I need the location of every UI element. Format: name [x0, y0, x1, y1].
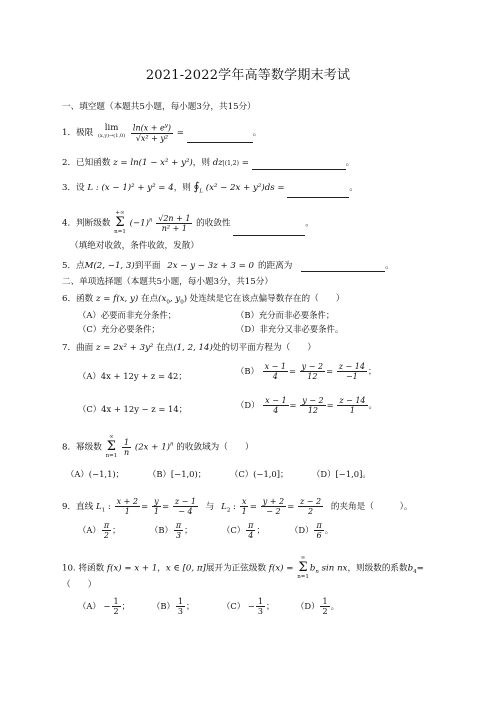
- q9-b-den: 3: [175, 531, 182, 540]
- q7-option-d[interactable]: （D） $\frac{x - 1}{4}$ = $\frac{y - 2}{12}$ = $\frac{z - 14}{1}$ 。: [236, 396, 377, 415]
- q9-d-den: 6: [316, 531, 322, 540]
- q7-option-a[interactable]: （A）4x + 12y + z = 42；: [78, 371, 187, 381]
- q4-hint: （填绝对收敛，条件收敛，发散）: [70, 241, 199, 251]
- q9-d-end: 。: [324, 525, 334, 535]
- q10-stem-c: 展开为正弦级数: [205, 563, 267, 574]
- q2-text-b: ，则: [192, 158, 210, 168]
- q9-l1-n2: y: [154, 497, 159, 506]
- question-2: [62, 157, 354, 170]
- question-6: [62, 293, 345, 309]
- q5-end: 。: [385, 261, 394, 271]
- q3-text-b: ，则: [173, 183, 191, 193]
- q2-answer-blank[interactable]: [252, 159, 346, 170]
- q10-domain: x ∈ [0, π]: [165, 563, 206, 574]
- q6-point-mid: , y: [169, 294, 181, 304]
- q5-point: M(2, −1, 3): [84, 261, 135, 271]
- q1-limit: [98, 124, 125, 140]
- q4-factor: (−1): [129, 218, 149, 229]
- q10-b-label: （B）: [152, 601, 175, 611]
- q8-coef-num: 1: [124, 437, 130, 447]
- q10-option-a[interactable]: [78, 597, 130, 616]
- q9-b-label: （B）: [150, 525, 173, 535]
- question-8: [62, 434, 254, 460]
- q9-l2-d3: 2: [308, 507, 314, 516]
- q2-eq: =: [241, 158, 249, 168]
- q9-l2-sub: 2: [226, 507, 231, 514]
- q3-eq: =: [277, 183, 285, 193]
- q1-lim-sub: (x,y)→(1,0): [97, 133, 126, 140]
- q7-d-d3: 1: [349, 406, 355, 415]
- q4-text-b: 的收敛性: [196, 218, 231, 229]
- q9-l2-d2: − 2: [266, 507, 281, 516]
- q10-a-label: （A）: [78, 601, 101, 611]
- q10-series-tail: sin nx: [321, 563, 348, 574]
- question-1: [62, 122, 261, 143]
- q7-d-end: 。: [368, 400, 377, 410]
- q6-stem-a: 6．函数: [62, 294, 94, 304]
- q9-stem-b: 的夹角是（ ）。: [330, 502, 413, 512]
- q7-b-label: （B）: [236, 366, 259, 376]
- q5-text-c: 的距离为: [258, 261, 293, 271]
- q9-option-d[interactable]: [290, 521, 333, 540]
- q9-l2: L: [221, 502, 227, 512]
- q3-integrand: (x² − 2x + y²)ds: [205, 183, 275, 193]
- q10-stem-d: ，则级数的系数: [347, 563, 408, 574]
- q10-d-label: （D）: [296, 601, 320, 611]
- q7-b-n3: z − 14: [338, 362, 365, 371]
- q7-point: (1, 2, 14): [173, 343, 213, 353]
- q4-denominator: n² + 1: [161, 223, 187, 233]
- q8-stem-a: 8．幂级数: [62, 442, 102, 453]
- q2-end: 。: [345, 158, 355, 168]
- q9-a-label: （A）: [78, 525, 101, 535]
- q10-d-end: 。: [330, 601, 339, 611]
- q3-end: 。: [349, 183, 358, 193]
- q8-sum-top: ∞: [109, 434, 114, 440]
- q9-l2-n2: y + 2: [262, 497, 285, 506]
- q10-a-den: 2: [113, 607, 119, 616]
- q3-int-sub: L: [199, 188, 204, 195]
- q10-a-end: ；: [121, 601, 130, 611]
- q7-b-n1: x − 1: [264, 362, 286, 371]
- q10-d-den: 2: [322, 607, 328, 616]
- q8-term-sup: n: [170, 441, 174, 448]
- q10-eq: =: [416, 563, 424, 574]
- q8-option-b[interactable]: （B）[−1,0)；: [148, 469, 207, 479]
- q10-sum: ∞ Σ n=1: [297, 555, 309, 580]
- q9-l1-sub: 1: [101, 507, 106, 514]
- q10-c-end: ；: [265, 601, 275, 611]
- q10-b-end: ；: [186, 601, 195, 611]
- q9-l2-d1: 1: [241, 507, 247, 516]
- q9-c-num: π: [248, 521, 254, 530]
- q10-b-num: 1: [177, 597, 183, 606]
- q3-text-a: 3．设: [62, 183, 85, 193]
- q9-d-label: （D）: [290, 525, 314, 535]
- q6-option-a[interactable]: （A）必要而非充分条件；: [78, 310, 177, 320]
- q6-point-sub0: 0: [166, 299, 170, 306]
- question-7: [62, 342, 316, 354]
- q4-factor-sup: n: [148, 217, 153, 224]
- q6-option-c[interactable]: （C）充分必要条件；: [78, 324, 160, 334]
- q10-series-sub: n: [315, 569, 319, 576]
- q1-label: 1．极限: [62, 127, 94, 138]
- q9-l2-n1: x: [241, 497, 247, 506]
- q4-sum-bottom: n=1: [114, 229, 126, 235]
- q1-num-sup: y: [164, 123, 168, 129]
- q9-c-label: （C）: [222, 525, 246, 535]
- q10-sum-top: ∞: [300, 555, 306, 561]
- section-heading-fill-in: 一、填空题（本题共5小题，每小题3分，共15分）: [62, 102, 256, 112]
- q8-sum-bottom: n=1: [105, 453, 118, 459]
- question-9: 9．直线 $L_1$ : $\frac{x + 2}{1}$ = $\frac{y}{1}$ = $\frac{z - 1}{- 4}$ 与 $L_2$ : $\frac{x}{1}$ = $\frac{y + 2}{- 2}$ = $\frac{z - 2}{2}$ 的夹角是（ ）。: [62, 497, 413, 516]
- q7-b-n2: y − 2: [301, 362, 324, 371]
- q1-eq: =: [176, 127, 184, 138]
- q10-c-sign: −: [247, 601, 255, 611]
- q9-option-c[interactable]: [222, 521, 265, 540]
- q9-l1: L: [95, 502, 102, 512]
- q9-l1-n3: z − 1: [174, 497, 197, 506]
- question-4: [62, 210, 314, 236]
- q2-expr: z = ln(1 − x² + y²): [113, 158, 193, 168]
- q4-numerator: √2n + 1: [158, 213, 191, 223]
- q9-d-num: π: [316, 521, 322, 530]
- q7-b-d1: 4: [272, 372, 278, 381]
- q4-fraction: [156, 214, 192, 233]
- q5-answer-blank[interactable]: [301, 261, 385, 272]
- q7-d-n3: z − 14: [339, 396, 366, 405]
- q6-option-d[interactable]: （D）非充分又非必要条件。: [236, 324, 344, 334]
- q4-text-a: 4．判断级数: [62, 218, 111, 229]
- q10-series: f(x) =: [268, 563, 294, 574]
- q9-stem-a: 9．直线: [62, 502, 94, 512]
- q7-d-d2: 12: [307, 406, 319, 415]
- q7-stem-a: 7．曲面: [62, 343, 94, 353]
- q8-option-a[interactable]: （A）(−1,1)；: [66, 469, 125, 479]
- q8-term: (2x + 1): [134, 442, 171, 453]
- q3-integral-sign: ∮: [193, 180, 200, 193]
- q8-stem-b: 的收敛域为（ ）: [176, 442, 254, 453]
- q10-a-sign: −: [103, 601, 111, 611]
- q9-option-a[interactable]: [78, 521, 120, 540]
- q10-option-c[interactable]: [222, 597, 274, 616]
- q1-denominator: √x² + y²: [135, 133, 169, 143]
- q7-stem-b: 在点: [156, 343, 174, 353]
- q10-sum-bottom: n=1: [297, 574, 309, 580]
- q6-point-end: ): [183, 294, 188, 304]
- q7-b-end: ；: [367, 366, 377, 376]
- q1-answer-blank[interactable]: [187, 132, 253, 143]
- q6-option-b[interactable]: （B）充分而非必要条件；: [236, 310, 335, 320]
- q10-b-den: 3: [177, 607, 183, 616]
- q6-stem-c: 处连续是它在该点偏导数存在的（ ）: [189, 294, 345, 304]
- q10-stem-b: ，: [157, 563, 166, 574]
- q5-text-b: 到平面: [134, 261, 161, 271]
- q7-b-d3: −1: [345, 372, 358, 381]
- q10-coef: b: [407, 563, 414, 574]
- q9-l1-d1: 1: [124, 507, 130, 516]
- q7-option-c[interactable]: （C）4x + 12y − z = 14；: [78, 404, 188, 414]
- q10-func: f(x) = x + 1: [106, 563, 158, 574]
- q7-option-b[interactable]: （B） $\frac{x - 1}{4}$ = $\frac{y - 2}{12}$ = $\frac{z - 14}{-1}$ ；: [236, 362, 377, 381]
- q9-option-b[interactable]: [150, 521, 193, 540]
- q2-at: |(1,2): [222, 160, 239, 167]
- q2-dz: dz: [212, 158, 223, 168]
- q1-numerator: ln(x + e: [132, 123, 165, 133]
- q1-end: 。: [252, 127, 262, 138]
- q10-a-num: 1: [113, 597, 119, 606]
- q9-l1-d2: 1: [153, 507, 159, 516]
- q9-b-num: π: [175, 521, 182, 530]
- q9-with: 与: [205, 502, 215, 512]
- q10-coef-sub: 4: [413, 569, 417, 576]
- q6-point: (x: [158, 294, 167, 304]
- q8-option-c[interactable]: （C）(−1,0]；: [230, 469, 289, 479]
- q10-d-num: 1: [322, 597, 328, 606]
- q7-d-n1: x − 1: [265, 396, 287, 405]
- q8-coef-den: n: [123, 447, 130, 457]
- question-10: [62, 555, 424, 581]
- q5-plane: 2x − y − 3z + 3 = 0: [167, 261, 254, 271]
- q7-b-d2: 12: [307, 372, 318, 381]
- q9-l2-n3: z − 2: [300, 497, 322, 506]
- q7-surface: z = 2x² + 3y²: [95, 343, 154, 353]
- q7-d-d1: 4: [273, 406, 279, 415]
- q6-point-sub1: 0: [180, 299, 184, 306]
- q9-a-den: 2: [103, 531, 109, 540]
- q2-text-a: 2．已知函数: [62, 158, 111, 168]
- q6-func: z = f(x, y): [95, 294, 139, 304]
- q9-l1-d3: − 4: [178, 507, 193, 516]
- q10-option-b[interactable]: [152, 597, 194, 616]
- page-title: 2021-2022学年高等数学期末考试: [145, 68, 351, 83]
- q9-a-num: π: [103, 521, 110, 530]
- q8-sum: ∞ Σ n=1: [105, 434, 118, 459]
- q9-l1-n1: x + 2: [116, 497, 138, 506]
- q5-text-a: 5．点: [62, 261, 85, 271]
- q7-d-n2: y − 2: [302, 396, 324, 405]
- q1-lim-text: lim: [104, 123, 119, 134]
- q9-b-end: ；: [184, 525, 193, 535]
- q4-sum: +∞ Σ n=1: [114, 210, 126, 235]
- q10-c-num: 1: [257, 597, 263, 606]
- q9-c-den: 4: [248, 531, 254, 540]
- q3-expr: L : (x − 1)² + y² = 4: [87, 183, 174, 193]
- q10-c-label: （C）: [222, 601, 246, 611]
- q6-stem-b: 在点: [140, 294, 159, 304]
- q10-option-d[interactable]: [296, 597, 339, 616]
- q10-paren: （ ）: [62, 580, 97, 590]
- q4-sum-top: +∞: [115, 210, 125, 216]
- question-3: [62, 181, 358, 198]
- q1-fraction: $\frac{\ln(x + e^y)}{\text{√x² + y²}}$: [132, 123, 172, 143]
- q10-c-den: 3: [257, 607, 263, 616]
- q7-stem-c: 处的切平面方程为（ ）: [212, 343, 316, 353]
- q4-end: 。: [305, 218, 314, 229]
- q9-c-end: ；: [256, 525, 265, 535]
- q10-series-term: b: [309, 563, 316, 574]
- q9-a-end: ；: [112, 525, 121, 535]
- q3-answer-blank[interactable]: [287, 187, 349, 198]
- q10-stem-a: 10. 将函数: [62, 563, 105, 574]
- q7-d-label: （D）: [236, 400, 260, 410]
- q4-answer-blank[interactable]: [233, 225, 305, 236]
- section-heading-multiple-choice: 二、单项选择题（本题共5小题，每小题3分，共15分）: [62, 277, 273, 287]
- question-5: [62, 260, 394, 272]
- q8-option-d[interactable]: （D）[−1,0]。: [312, 469, 371, 479]
